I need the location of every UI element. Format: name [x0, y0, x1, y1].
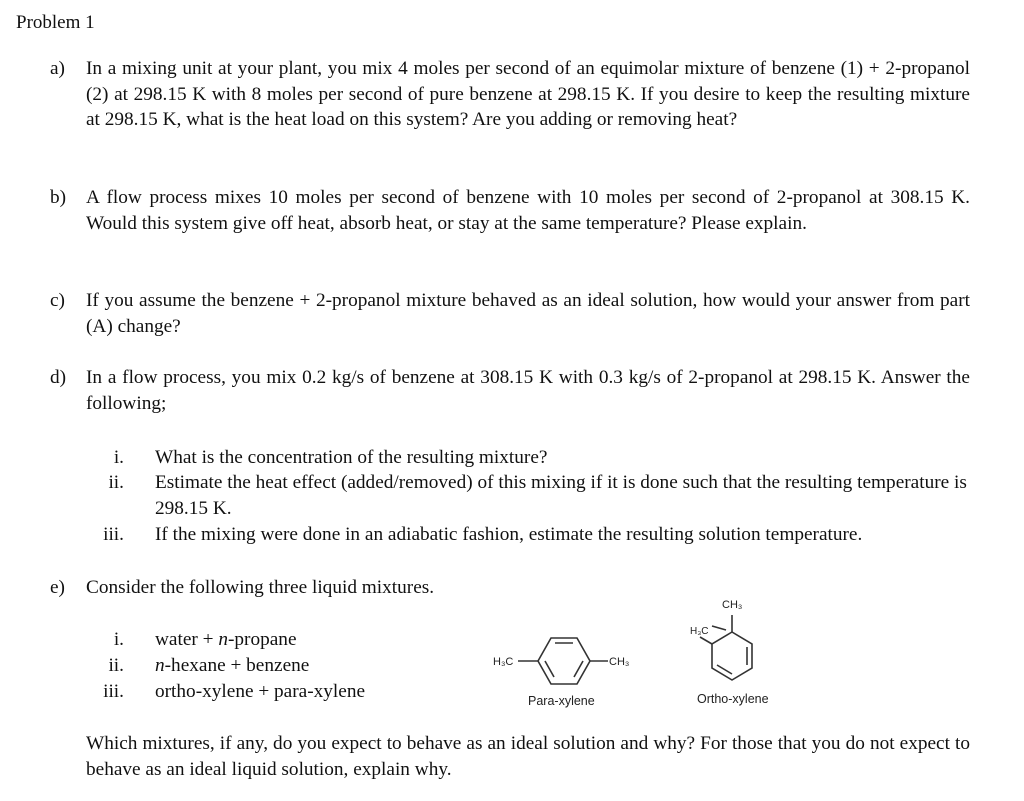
part-text: In a mixing unit at your plant, you mix 4 moles per second of an equimolar mixture of benzene (1) + 2-propanol (2) at 298.15 K with 8 moles per second of pure benzene at 298.15 K. If you desire to keep the resulting mixture at 298.15 K, what is the heat load on this system? Are you adding or removing heat?: [86, 58, 970, 130]
part-c: [50, 288, 970, 339]
part-d-item-1: [100, 445, 970, 471]
sub-text: If the mixing were done in an adiabatic fashion, estimate the resulting solution temperature.: [155, 524, 863, 545]
part-label: c): [50, 290, 65, 311]
sub-label: iii.: [103, 524, 124, 545]
methyl-label-top: CH₃: [722, 599, 743, 611]
part-label: b): [50, 187, 67, 208]
part-b: [50, 185, 970, 236]
sub-label: iii.: [103, 681, 124, 702]
part-text: Consider the following three liquid mixtures.: [86, 577, 435, 598]
part-e-item-2: [100, 653, 460, 679]
part-text: A flow process mixes 10 moles per second of benzene with 10 moles per second of 2-propanol at 308.15 K. Would this system give off heat, absorb heat, or stay at the same temperature? Please explain.: [86, 187, 970, 234]
part-d-item-3: [100, 522, 970, 548]
part-label: d): [50, 367, 67, 388]
sub-text: n-hexane + benzene: [155, 655, 310, 676]
methyl-label-left: H₃C: [493, 656, 514, 668]
sub-label: ii.: [108, 472, 124, 493]
sub-text: Estimate the heat effect (added/removed) of this mixing if it is done such that the resulting temperature is 298.15 K.: [155, 472, 967, 519]
methyl-label-left: H₃C: [690, 626, 709, 637]
sub-label: i.: [113, 447, 124, 468]
part-d: [50, 365, 970, 416]
sub-label: i.: [113, 629, 124, 650]
sub-text: ortho-xylene + para-xylene: [155, 681, 366, 702]
part-text: In a flow process, you mix 0.2 kg/s of benzene at 308.15 K with 0.3 kg/s of 2-propanol at 298.15 K. Answer the following;: [86, 367, 970, 414]
sub-label: ii.: [108, 655, 124, 676]
part-label: e): [50, 577, 65, 598]
ortho-xylene-structure: [690, 592, 790, 717]
para-xylene-structure: [488, 625, 648, 715]
part-label: a): [50, 58, 65, 79]
part-a: [50, 56, 970, 133]
part-e: [50, 575, 970, 601]
para-xylene-name: Para-xylene: [528, 694, 595, 708]
part-e-item-1: [100, 627, 460, 653]
sub-text: water + n-propane: [155, 629, 297, 650]
ortho-xylene-name: Ortho-xylene: [697, 692, 769, 706]
closing-text: Which mixtures, if any, do you expect to behave as an ideal solution and why? For those that you do not expect to behave as an ideal liquid solution, explain why.: [86, 733, 970, 780]
methyl-label-right: CH₃: [609, 656, 630, 668]
part-d-item-2: [100, 470, 970, 521]
closing-question: [50, 731, 970, 782]
sub-text: What is the concentration of the resulting mixture?: [155, 447, 548, 468]
part-text: If you assume the benzene + 2-propanol mixture behaved as an ideal solution, how would your answer from part (A) change?: [86, 290, 970, 337]
problem-title: Problem 1: [16, 12, 95, 33]
part-e-item-3: [100, 679, 460, 705]
